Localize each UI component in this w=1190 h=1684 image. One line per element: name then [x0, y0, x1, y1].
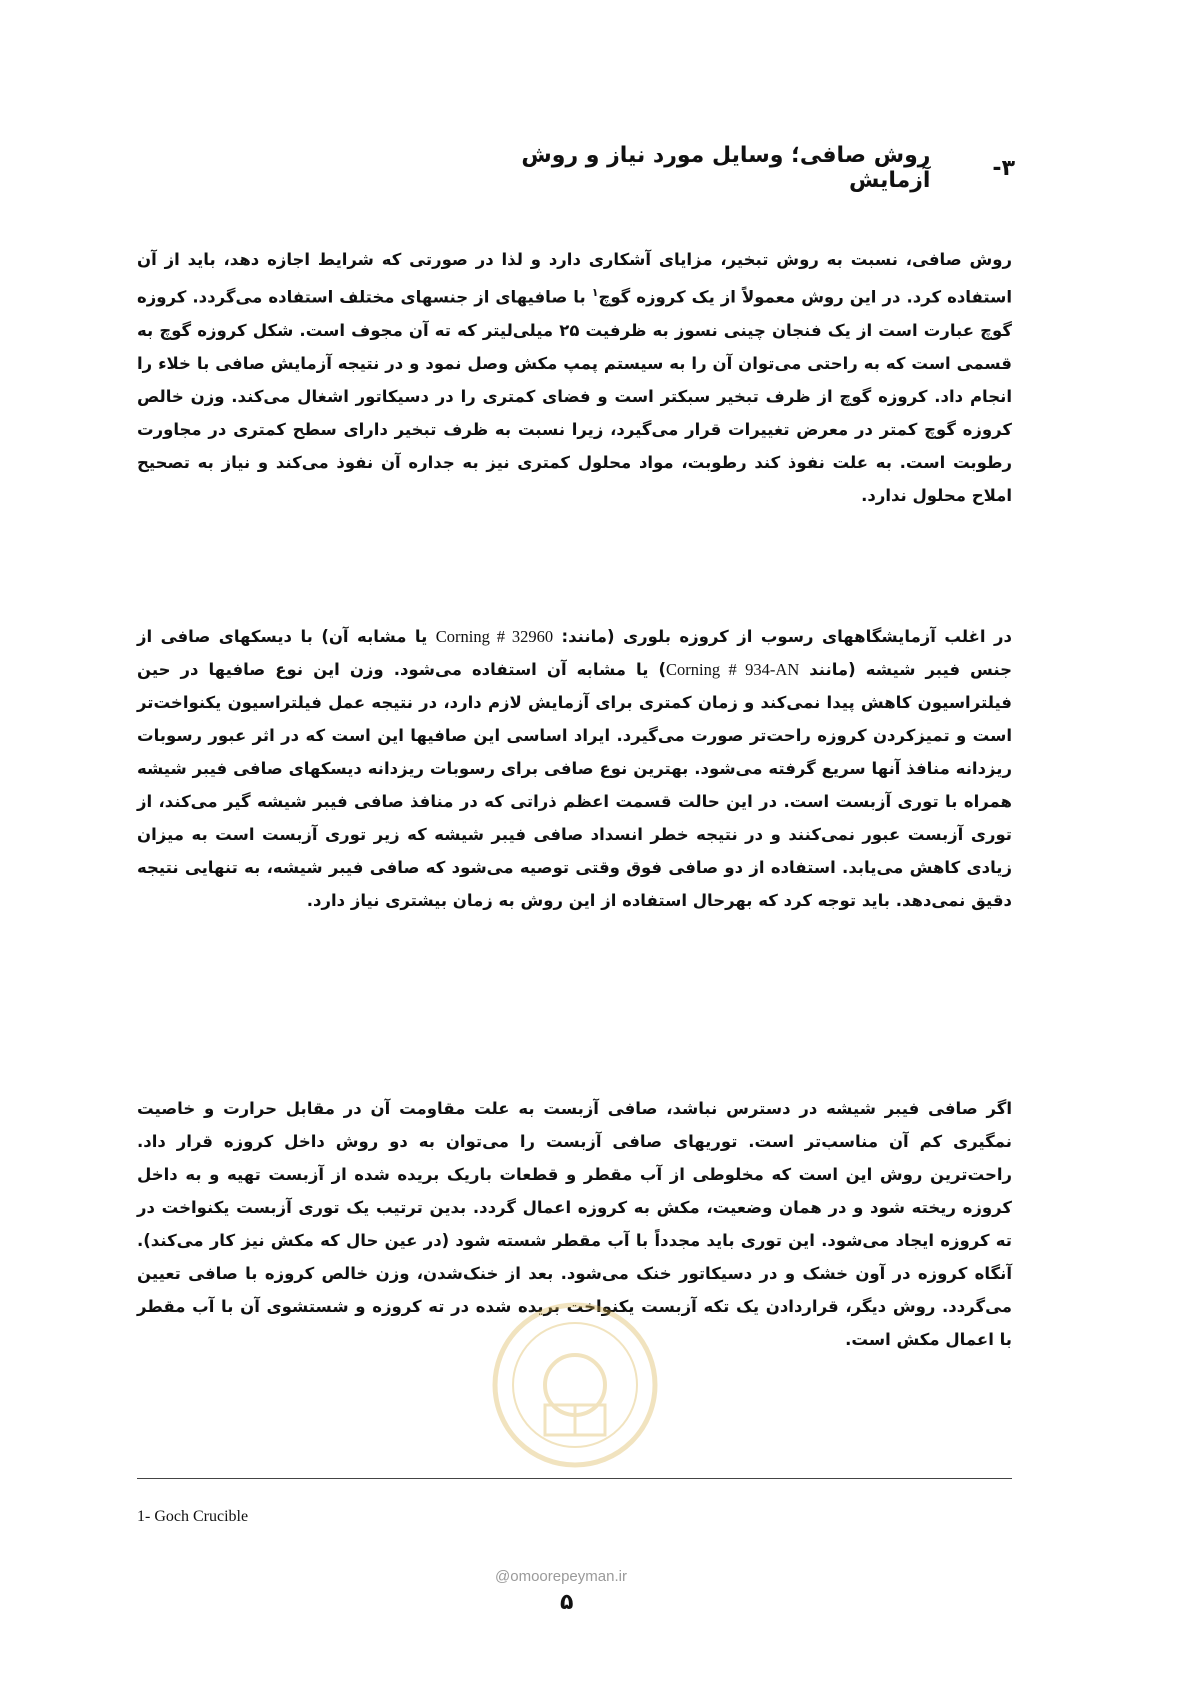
- paragraph-2-text-c: ) یا مشابه آن استفاده می‌شود. وزن این نوع صافیها در حین فیلتراسیون کاهش پیدا نمی‌کند و زمان کمتری برای آزمایش لازم دارد، در نتیجه عمل فیلتراسیون یکنواخت‌تر است و تمیزکردن کروزه راحت‌تر صورت می‌گیرد. ایراد اساسی این صافیها این است که در اثر عبور رسوبات ریزدانه منافذ آنها سریع گرفته می‌شود. بهترین نوع صافی برای رسوبات ریزدانه دیسکهای صافی فیبر شیشه همراه با توری آزبست است. در این حالت قسمت اعظم ذراتی که در منافذ صافی فیبر شیشه گیر می‌کند، از توری آزبست عبور نمی‌کنند و در نتیجه خطر انسداد صافی فیبر شیشه که زیر توری آزبست است به میزان زیادی کاهش می‌یابد. استفاده از دو صافی فوق وقتی توصیه می‌شود که صافی فیبر شیشه، به تنهایی نتیجه دقیق نمی‌دهد. باید توجه کرد که بهرحال استفاده از این روش به زمان بیشتری نیاز دارد.: [137, 660, 1012, 910]
- paragraph-2-text-a: در اغلب آزمایشگاههای رسوب از کروزه بلوری (مانند:: [553, 627, 1012, 646]
- section-heading: [460, 145, 1015, 191]
- paragraph-1-text-a: روش صافی، نسبت به روش تبخیر، مزایای آشکاری دارد و لذا در صورتی که شرایط اجازه دهد، باید از آن استفاده کرد. در این روش معمولاً از یک کروزه گوچ: [137, 250, 1012, 307]
- footnote: 1- Goch Crucible: [137, 1508, 249, 1525]
- section-number: ۳-: [992, 155, 1015, 181]
- product-reference-2: Corning # 934-AN: [666, 660, 800, 679]
- watermark-seal-icon: [490, 1300, 660, 1470]
- paragraph-1: [137, 243, 1012, 512]
- paragraph-2-text-b: یا مشابه آن) با دیسکهای صافی از جنس فیبر شیشه (مانند: [137, 627, 1013, 679]
- watermark-url: @omoorepeyman.ir: [495, 1568, 627, 1585]
- product-reference-1: Corning # 32960: [435, 627, 554, 646]
- footnote-divider: [137, 1478, 1012, 1479]
- paragraph-2: [137, 620, 1012, 917]
- page-number: ۵: [560, 1590, 574, 1615]
- footnote-marker: ۱: [591, 286, 599, 299]
- paragraph-1-text-b: با صافیهای از جنسهای مختلف استفاده می‌گردد. کروزه گوچ عبارت است از یک فنجان چینی نسوز به ظرفیت ۲۵ میلی‌لیتر که ته آن مجوف است. شکل کروزه گوچ به قسمی است که به راحتی می‌توان آن را به سیستم پمپ مکش وصل نمود و در نتیجه آزمایش صافی با خلاء را انجام داد. کروزه گوچ از ظرف تبخیر سبکتر است و فضای کمتری را در دسیکاتور اشغال می‌کند. وزن خالص کروزه گوچ کمتر در معرض تغییرات قرار می‌گیرد، زیرا نسبت به ظرف تبخیر دارای سطح کمتری در مجاورت رطوبت است. به علت نفوذ کند رطوبت، مواد محلول کمتری نیز به جداره آن نفوذ می‌کند و نیاز به تصحیح املاح محلول ندارد.: [137, 287, 1012, 505]
- paragraph-3-text: اگر صافی فیبر شیشه در دسترس نباشد، صافی آزبست به علت مقاومت آن در مقابل حرارت و خاصیت نمگیری کم آن مناسب‌تر است. توریهای صافی آزبست را می‌توان به دو روش داخل کروزه قرار داد. راحت‌ترین روش این است که مخلوطی از آب مقطر و قطعات باریک بریده شده از آزبست تهیه و به داخل کروزه ریخته شود و در همان وضعیت، مکش به کروزه اعمال گردد. بدین ترتیب یک توری آزبست یکنواخت در ته کروزه ایجاد می‌شود. این توری باید مجدداً با آب مقطر شسته شود (در عین حال که مکش نیز کار می‌کند). آنگاه کروزه در آون خشک و در دسیکاتور خنک می‌شود. بعد از خنک‌شدن، وزن خالص کروزه با صافی تعیین می‌گردد. روش دیگر، قراردادن یک تکه آزبست یکنواخت بریده شده در ته کروزه و شستشوی آن با آب مقطر با اعمال مکش است.: [137, 1099, 1012, 1349]
- section-title: روش صافی؛ وسایل مورد نیاز و روش آزمایش: [521, 143, 931, 193]
